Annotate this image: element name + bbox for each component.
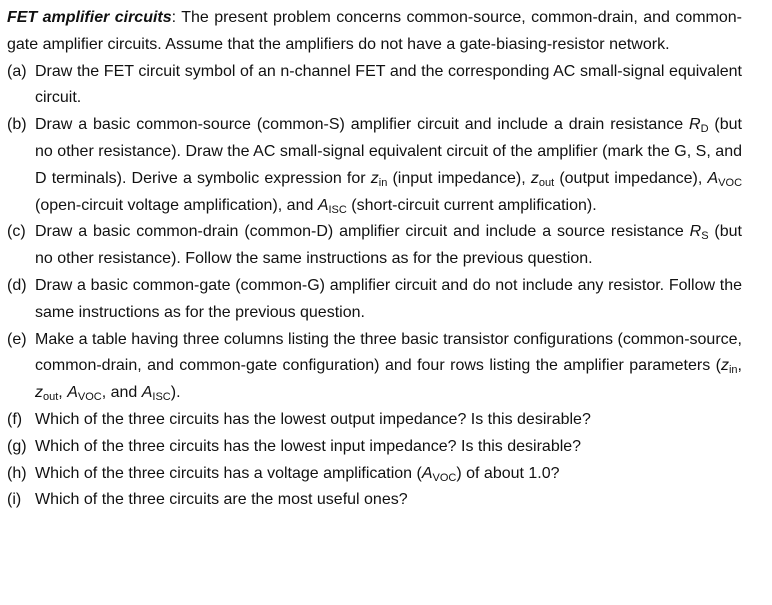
question-list xyxy=(7,59,742,515)
question-label: (b) xyxy=(7,116,27,134)
symbol-z-in: $z_{in}$ xyxy=(370,169,388,189)
problem-intro xyxy=(7,5,742,59)
question-text: Which of the three circuits are the most useful ones? xyxy=(35,491,408,509)
symbol-a-voc: $A_{VOC}$ xyxy=(67,384,102,404)
question-text: (open-circuit voltage amplification), and xyxy=(35,196,318,214)
question-e: (e) Make a table having three columns listing the three basic transistor configurations (common-source, common-drain, and common-gate configuration) and four rows listing the amplifier parameters ($z_{in}$, $z_{out}$, $A_{VOC}$, and $A_{ISC}$). xyxy=(7,327,742,407)
question-text: (but no other resistance). Draw the AC small-signal equivalent circuit of the amplifier (mark the G, S, and D terminals). Derive a symbolic expression for xyxy=(35,116,743,187)
question-text: (output impedance), xyxy=(554,169,708,187)
question-text: ) of about 1.0? xyxy=(456,464,560,482)
question-text: Make a table having three columns listing the three basic transistor configurations (common-source, common-drain, and common-gate configuration) and four rows listing the amplifier parameters ( xyxy=(35,330,742,375)
question-text: Draw a basic common-gate (common-G) amplifier circuit and do not include any resistor. Follow the same instructions as for the previous question. xyxy=(35,276,742,321)
symbol-a-isc: $A_{ISC}$ xyxy=(317,196,347,216)
symbol-a-voc: $A_{VOC}$ xyxy=(707,169,743,189)
problem-title: FET amplifier circuits xyxy=(7,9,172,26)
question-b xyxy=(7,112,742,219)
question-f xyxy=(7,407,742,434)
question-text: (input impedance), xyxy=(387,169,531,187)
question-d xyxy=(7,273,742,327)
symbol-a-voc: $A_{VOC}$ xyxy=(421,464,457,484)
question-g xyxy=(7,434,742,461)
symbol-a-isc: $A_{ISC}$ xyxy=(141,384,171,404)
question-text: Draw a basic common-drain (common-D) amplifier circuit and include a source resistance xyxy=(35,223,690,241)
question-label: (f) xyxy=(7,410,23,428)
question-h xyxy=(7,461,742,488)
question-text: Which of the three circuits has the lowest input impedance? Is this desirable? xyxy=(35,437,582,455)
question-i xyxy=(7,487,742,514)
question-text: (short-circuit current amplification). xyxy=(346,196,597,214)
question-label: (h) xyxy=(7,464,27,482)
symbol-r-d: $R_D$ xyxy=(689,116,709,136)
intro-text: : The present problem concerns common-source, common-drain, and common-gate amplifier circuits. Assume that the amplifiers do not have a gate-biasing-resistor network. xyxy=(7,9,743,53)
question-text: Which of the three circuits has a voltage amplification ( xyxy=(35,464,422,482)
question-text: Which of the three circuits has the lowest output impedance? Is this desirable? xyxy=(35,410,591,428)
question-label: (i) xyxy=(7,491,22,509)
question-text: Draw the FET circuit symbol of an n-channel FET and the corresponding AC small-signal equivalent circuit. xyxy=(35,62,742,107)
question-a xyxy=(7,59,742,113)
symbol-z-out: $z_{out}$ xyxy=(530,169,555,189)
question-c xyxy=(7,219,742,273)
question-text: (but no other resistance). Follow the same instructions as for the previous question. xyxy=(35,223,743,268)
symbol-r-s: $R_S$ xyxy=(689,223,709,243)
question-label: (d) xyxy=(7,276,27,294)
question-label: (g) xyxy=(7,437,27,455)
question-label: (a) xyxy=(7,62,27,80)
symbol-z-in: $z_{in}$ xyxy=(720,357,738,377)
question-text: Draw a basic common-source (common-S) amplifier circuit and include a drain resistance xyxy=(35,116,690,134)
question-label: (c) xyxy=(7,223,26,241)
symbol-z-out: $z_{out}$ xyxy=(35,384,59,404)
question-text: ). xyxy=(170,384,181,402)
question-label: (e) xyxy=(7,330,27,348)
